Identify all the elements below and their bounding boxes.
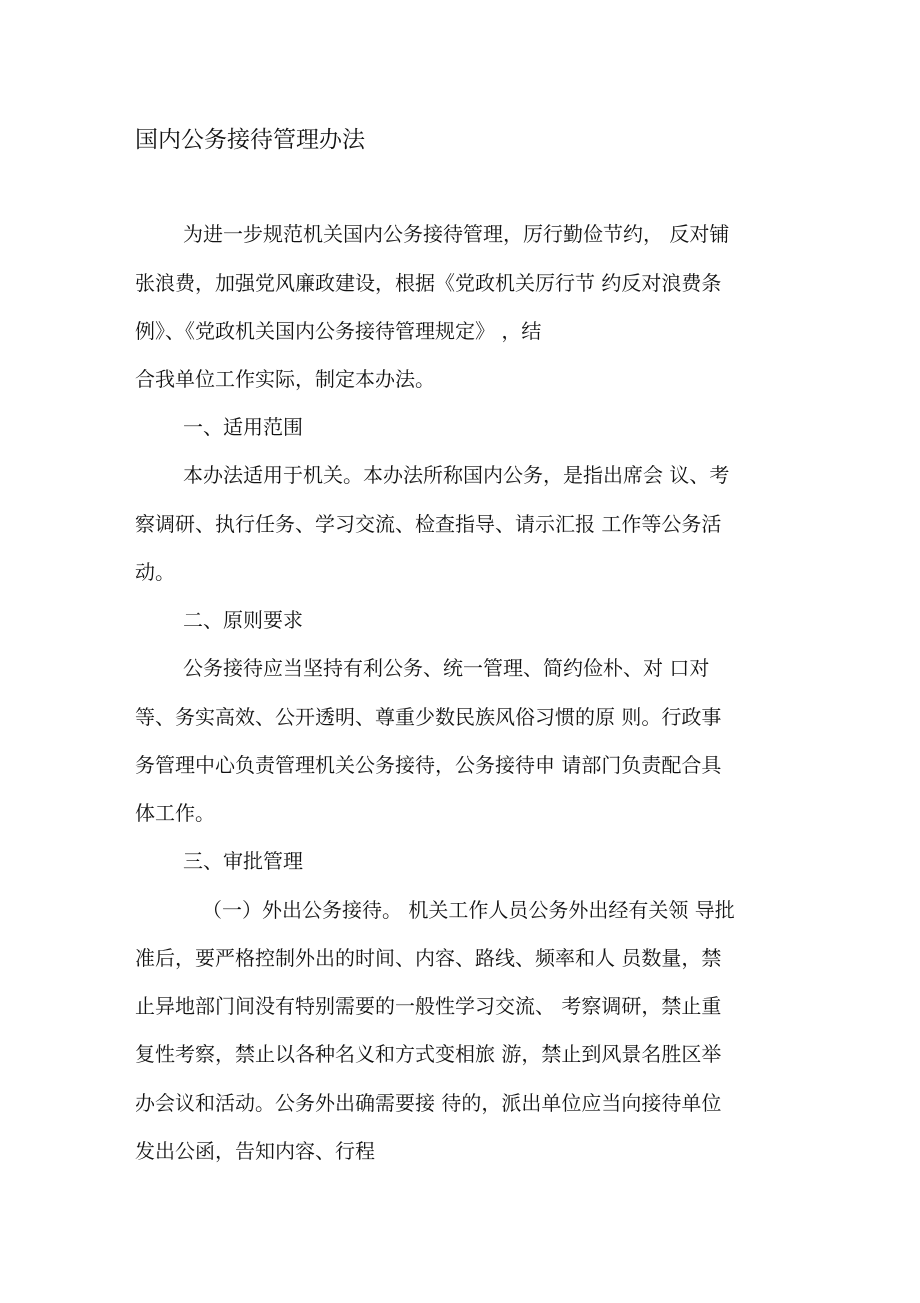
section-heading-1: 一、适用范围 <box>183 415 303 439</box>
paragraph-3-line-2: 等、务实高效、公开透明、尊重少数民族风俗习惯的原 则。行政事 <box>135 705 722 729</box>
section-heading-3: 三、审批管理 <box>183 849 303 873</box>
paragraph-4-line-3: 止异地部门间没有特别需要的一般性学习交流、 考察调研，禁止重 <box>135 994 722 1018</box>
paragraph-1-line-3: 例》、《党政机关国内公务接待管理规定》 ，结 <box>135 319 542 343</box>
paragraph-1-line-2: 张浪费，加强党风廉政建设，根据《党政机关厉行节 约反对浪费条 <box>135 271 722 295</box>
paragraph-3-line-1: 公务接待应当坚持有利公务、统一管理、简约俭朴、对 口对 <box>183 656 710 680</box>
paragraph-2-line-1: 本办法适用于机关。本办法所称国内公务，是指出席会 议、考 <box>183 463 730 487</box>
document-title: 国内公务接待管理办法 <box>135 127 365 153</box>
paragraph-4-line-5: 办会议和活动。公务外出确需要接 待的，派出单位应当向接待单位 <box>135 1091 722 1115</box>
paragraph-1-line-4: 合我单位工作实际，制定本办法。 <box>135 367 435 391</box>
paragraph-3-line-3: 务管理中心负责管理机关公务接待，公务接待申 请部门负责配合具 <box>135 753 722 777</box>
paragraph-2-line-3: 动。 <box>135 560 175 584</box>
paragraph-4-line-6: 发出公函，告知内容、行程 <box>135 1139 375 1163</box>
section-heading-2: 二、原则要求 <box>183 608 303 632</box>
paragraph-4-line-1: （一）外出公务接待。 机关工作人员公务外出经有关领 导批 <box>202 898 735 922</box>
paragraph-2-line-2: 察调研、执行任务、学习交流、检查指导、请示汇报 工作等公务活 <box>135 512 722 536</box>
paragraph-1-line-1: 为进一步规范机关国内公务接待管理，厉行勤俭节约， 反对铺 <box>183 222 730 246</box>
paragraph-4-line-2: 准后，要严格控制外出的时间、内容、路线、频率和人 员数量，禁 <box>135 946 722 970</box>
paragraph-4-line-4: 复性考察，禁止以各种名义和方式变相旅 游，禁止到风景名胜区举 <box>135 1042 722 1066</box>
paragraph-3-line-4: 体工作。 <box>135 801 215 825</box>
